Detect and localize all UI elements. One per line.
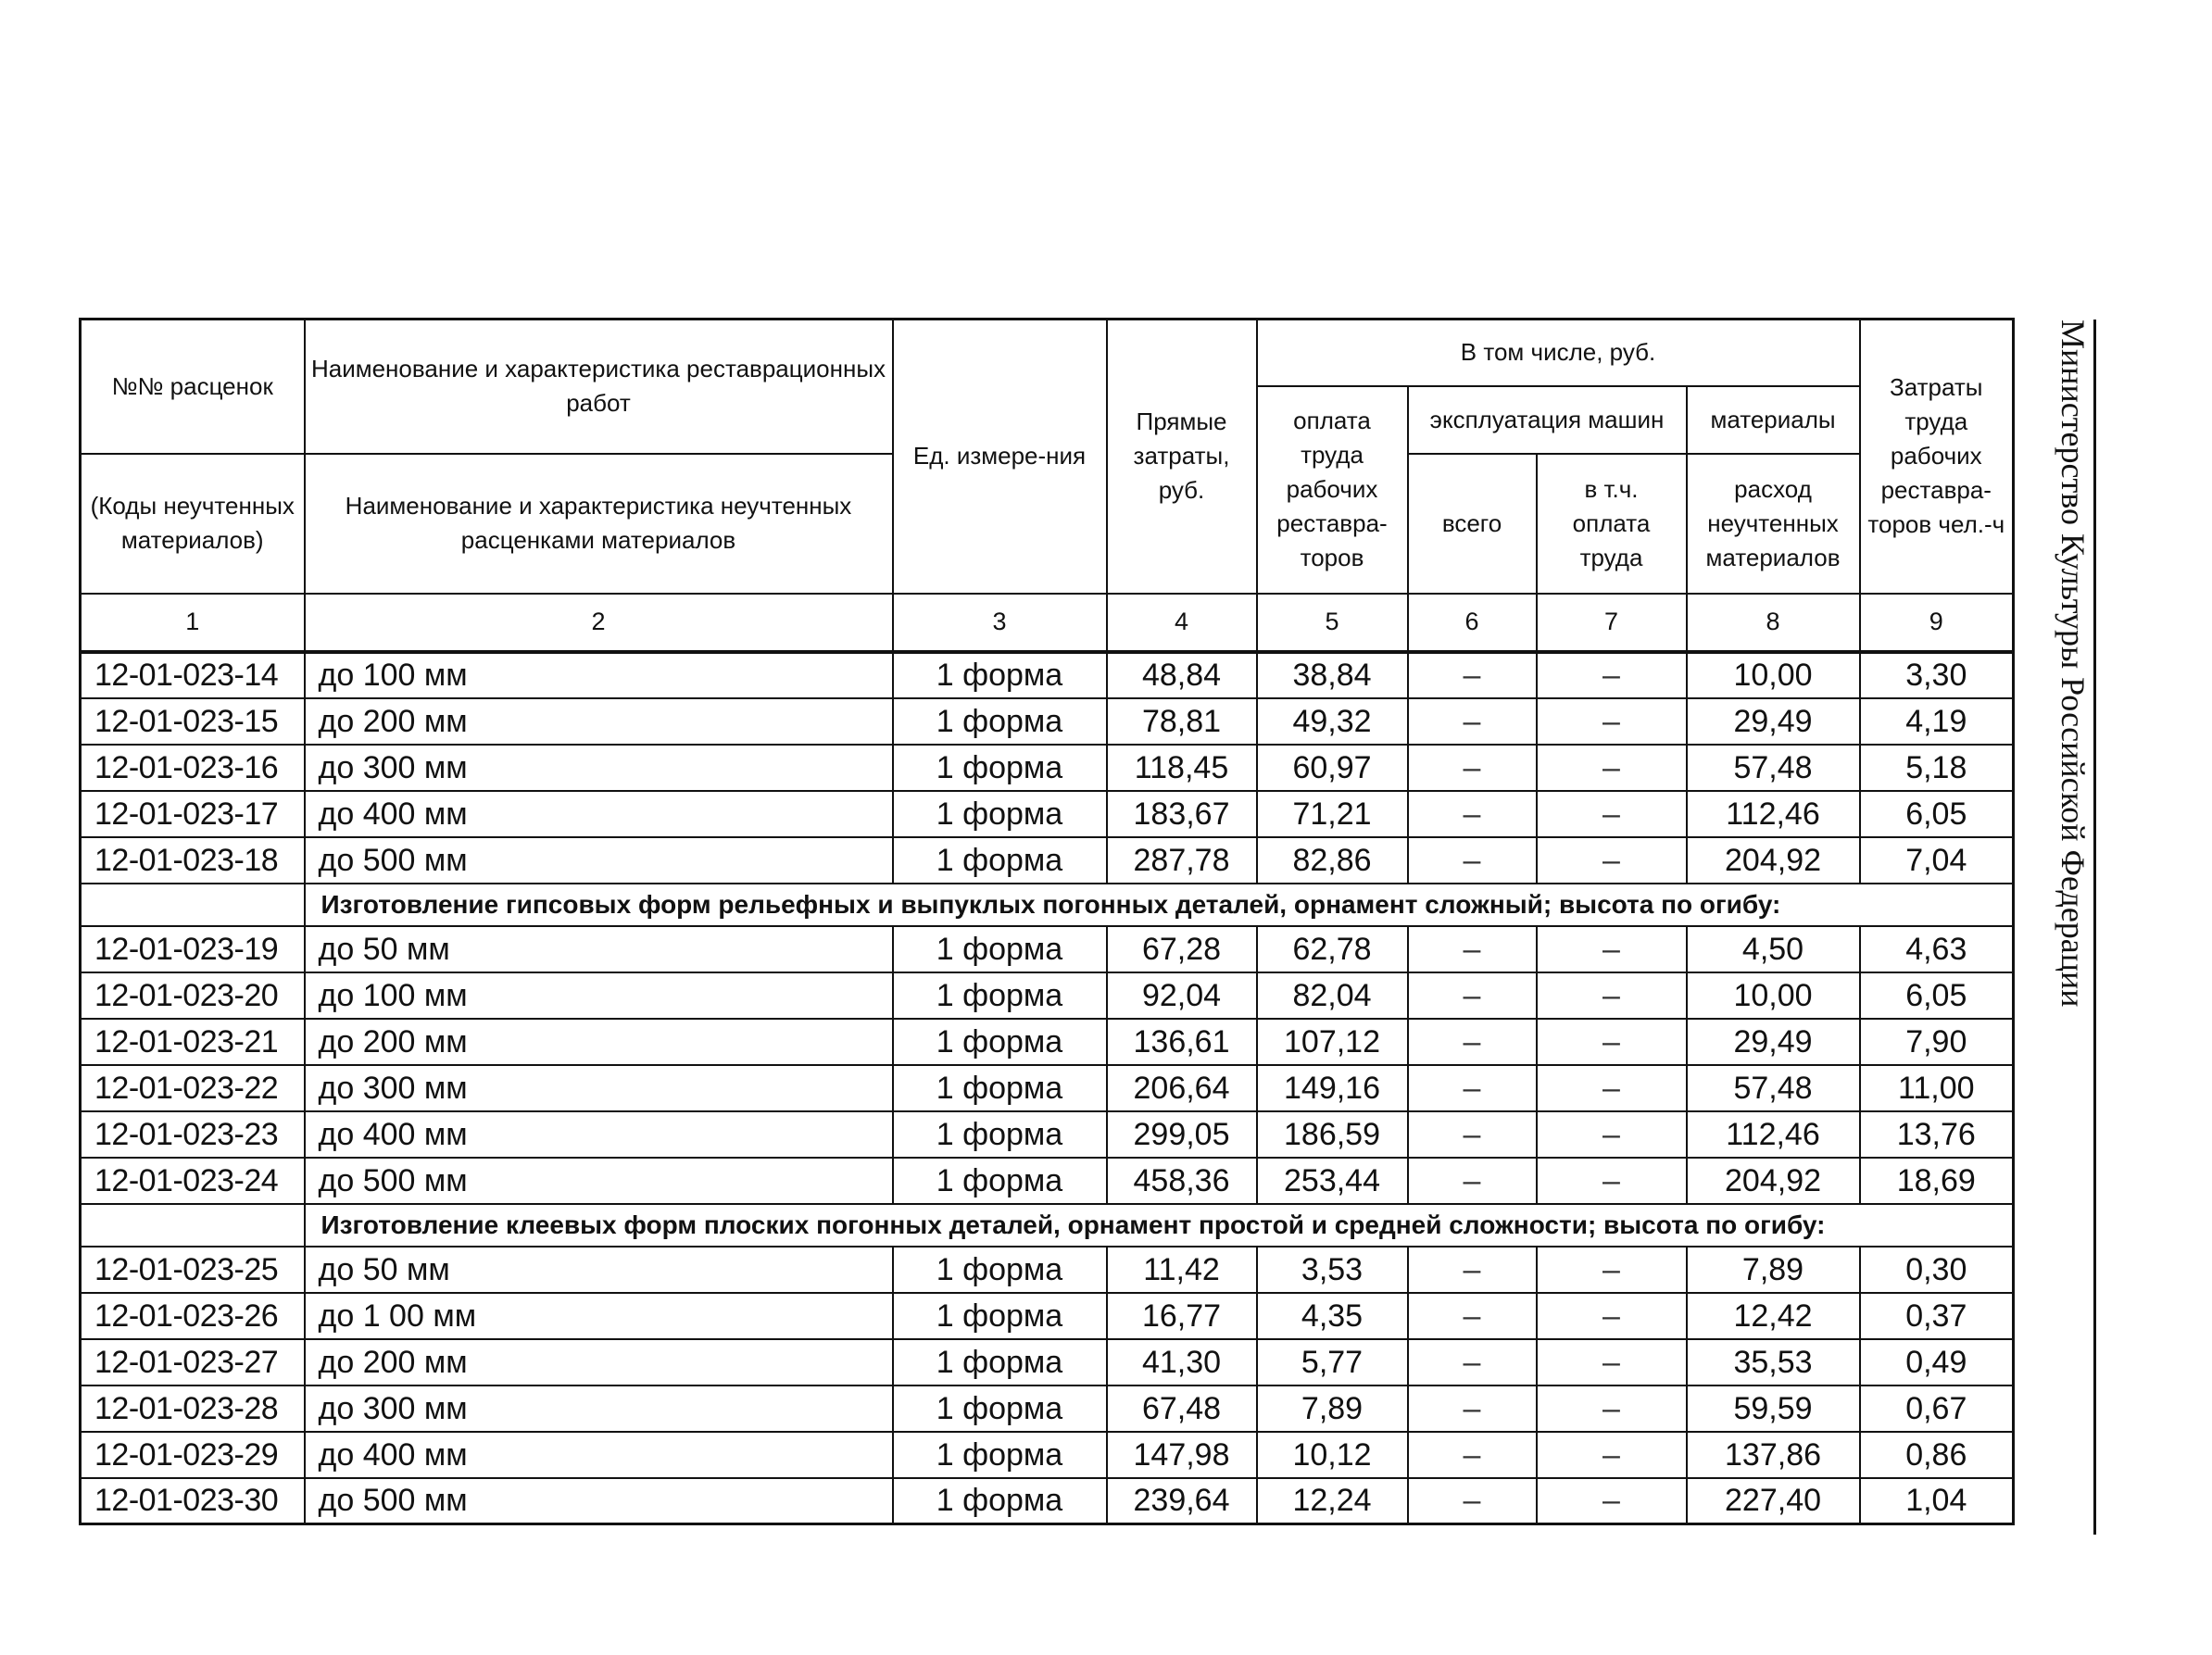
cell-materials: 29,49 xyxy=(1687,698,1860,745)
cell-machine-total: – xyxy=(1408,1019,1537,1065)
cell-materials: 227,40 xyxy=(1687,1478,1860,1524)
cell-machine-total: – xyxy=(1408,1432,1537,1478)
cell-labor-hours: 7,90 xyxy=(1860,1019,2014,1065)
cell-direct-costs: 239,64 xyxy=(1107,1478,1257,1524)
cell-direct-costs: 118,45 xyxy=(1107,745,1257,791)
cell-direct-costs: 287,78 xyxy=(1107,837,1257,884)
cell-unit: 1 форма xyxy=(893,1478,1107,1524)
cell-work-name: до 200 мм xyxy=(305,698,893,745)
cell-machine-labor: – xyxy=(1537,791,1687,837)
cell-machine-labor: – xyxy=(1537,972,1687,1019)
column-number: 6 xyxy=(1408,594,1537,652)
header-machine-total: всего xyxy=(1408,454,1537,594)
cell-machine-labor: – xyxy=(1537,1293,1687,1339)
cell-direct-costs: 16,77 xyxy=(1107,1293,1257,1339)
header-materials: материалы xyxy=(1687,386,1860,454)
cell-machine-labor: – xyxy=(1537,1019,1687,1065)
header-labor-hours: Затраты труда рабочих реставра-торов чел.-ч xyxy=(1860,320,2014,594)
cell-labor-pay: 107,12 xyxy=(1257,1019,1408,1065)
cell-rate-code: 12-01-023-27 xyxy=(81,1339,305,1385)
cell-unit: 1 форма xyxy=(893,1385,1107,1432)
table-row xyxy=(81,1478,2014,1524)
cell-materials: 204,92 xyxy=(1687,1158,1860,1204)
cell-materials: 57,48 xyxy=(1687,1065,1860,1111)
cell-direct-costs: 48,84 xyxy=(1107,652,1257,698)
section-row xyxy=(81,1204,2014,1247)
section-title: Изготовление гипсовых форм рельефных и выпуклых погонных деталей, орнамент сложный; высота по огибу: xyxy=(305,884,2014,926)
cell-rate-code: 12-01-023-25 xyxy=(81,1247,305,1293)
table-row xyxy=(81,745,2014,791)
cell-work-name: до 300 мм xyxy=(305,745,893,791)
cell-machine-total: – xyxy=(1408,698,1537,745)
section-row xyxy=(81,884,2014,926)
table-row xyxy=(81,652,2014,698)
cell-work-name: до 500 мм xyxy=(305,1478,893,1524)
cell-machine-total: – xyxy=(1408,1065,1537,1111)
cell-materials: 12,42 xyxy=(1687,1293,1860,1339)
table-body xyxy=(81,652,2014,1524)
cell-direct-costs: 92,04 xyxy=(1107,972,1257,1019)
cell-rate-code: 12-01-023-28 xyxy=(81,1385,305,1432)
cell-machine-labor: – xyxy=(1537,1432,1687,1478)
cell-labor-hours: 0,49 xyxy=(1860,1339,2014,1385)
cell-materials: 7,89 xyxy=(1687,1247,1860,1293)
table-row xyxy=(81,1247,2014,1293)
cell-direct-costs: 11,42 xyxy=(1107,1247,1257,1293)
cell-labor-pay: 49,32 xyxy=(1257,698,1408,745)
cell-labor-hours: 6,05 xyxy=(1860,791,2014,837)
cell-unit: 1 форма xyxy=(893,745,1107,791)
cell-unit: 1 форма xyxy=(893,1432,1107,1478)
column-number: 9 xyxy=(1860,594,2014,652)
cell-materials: 204,92 xyxy=(1687,837,1860,884)
column-number: 7 xyxy=(1537,594,1687,652)
cell-rate-code: 12-01-023-21 xyxy=(81,1019,305,1065)
cell-machine-labor: – xyxy=(1537,698,1687,745)
cell-labor-hours: 0,67 xyxy=(1860,1385,2014,1432)
cell-labor-hours: 4,63 xyxy=(1860,926,2014,972)
table-row xyxy=(81,1432,2014,1478)
column-number: 1 xyxy=(81,594,305,652)
header-labor-pay: оплата труда рабочих реставра-торов xyxy=(1257,386,1408,594)
cell-machine-total: – xyxy=(1408,745,1537,791)
cell-materials: 4,50 xyxy=(1687,926,1860,972)
cell-labor-pay: 5,77 xyxy=(1257,1339,1408,1385)
cell-machine-total: – xyxy=(1408,1158,1537,1204)
cell-labor-hours: 7,04 xyxy=(1860,837,2014,884)
cell-labor-pay: 149,16 xyxy=(1257,1065,1408,1111)
cell-unit: 1 форма xyxy=(893,652,1107,698)
cell-labor-hours: 0,30 xyxy=(1860,1247,2014,1293)
column-number: 3 xyxy=(893,594,1107,652)
cell-unit: 1 форма xyxy=(893,1158,1107,1204)
cell-work-name: до 100 мм xyxy=(305,652,893,698)
table-row xyxy=(81,1293,2014,1339)
cell-direct-costs: 206,64 xyxy=(1107,1065,1257,1111)
header-unit: Ед. измере-ния xyxy=(893,320,1107,594)
column-number: 8 xyxy=(1687,594,1860,652)
cell-machine-labor: – xyxy=(1537,1065,1687,1111)
header-machine-operation: эксплуатация машин xyxy=(1408,386,1687,454)
cell-unit: 1 форма xyxy=(893,926,1107,972)
cell-rate-code: 12-01-023-26 xyxy=(81,1293,305,1339)
cell-machine-labor: – xyxy=(1537,1158,1687,1204)
cell-direct-costs: 78,81 xyxy=(1107,698,1257,745)
cell-labor-pay: 3,53 xyxy=(1257,1247,1408,1293)
cell-rate-code: 12-01-023-18 xyxy=(81,837,305,884)
header-machine-labor: в т.ч. оплата труда xyxy=(1537,454,1687,594)
cell-unit: 1 форма xyxy=(893,1247,1107,1293)
table-row xyxy=(81,972,2014,1019)
cell-machine-labor: – xyxy=(1537,745,1687,791)
cell-machine-labor: – xyxy=(1537,1478,1687,1524)
table-row xyxy=(81,1385,2014,1432)
cell-labor-pay: 62,78 xyxy=(1257,926,1408,972)
cell-machine-total: – xyxy=(1408,1247,1537,1293)
cell-machine-total: – xyxy=(1408,1385,1537,1432)
cell-rate-code: 12-01-023-15 xyxy=(81,698,305,745)
cell-machine-labor: – xyxy=(1537,1111,1687,1158)
cell-work-name: до 500 мм xyxy=(305,837,893,884)
cell-work-name: до 300 мм xyxy=(305,1065,893,1111)
cell-labor-pay: 82,86 xyxy=(1257,837,1408,884)
cell-work-name: до 100 мм xyxy=(305,972,893,1019)
header-work-name: Наименование и характеристика реставрационных работ xyxy=(305,320,893,454)
cell-labor-hours: 0,86 xyxy=(1860,1432,2014,1478)
cell-labor-pay: 12,24 xyxy=(1257,1478,1408,1524)
cell-work-name: до 300 мм xyxy=(305,1385,893,1432)
cell-rate-code: 12-01-023-17 xyxy=(81,791,305,837)
cell-machine-total: – xyxy=(1408,837,1537,884)
cell-labor-pay: 4,35 xyxy=(1257,1293,1408,1339)
cell-direct-costs: 136,61 xyxy=(1107,1019,1257,1065)
cell-unit: 1 форма xyxy=(893,837,1107,884)
cell-unit: 1 форма xyxy=(893,1339,1107,1385)
table-row xyxy=(81,1158,2014,1204)
header-material-names: Наименование и характеристика неучтенных расценками материалов xyxy=(305,454,893,594)
cell-materials: 10,00 xyxy=(1687,652,1860,698)
table-row xyxy=(81,791,2014,837)
cell-labor-hours: 13,76 xyxy=(1860,1111,2014,1158)
cell-labor-pay: 10,12 xyxy=(1257,1432,1408,1478)
cell-labor-hours: 3,30 xyxy=(1860,652,2014,698)
cell-direct-costs: 299,05 xyxy=(1107,1111,1257,1158)
table-row xyxy=(81,837,2014,884)
rates-table xyxy=(79,318,2015,1525)
section-code-cell xyxy=(81,884,305,926)
header-direct-costs: Прямые затраты, руб. xyxy=(1107,320,1257,594)
cell-labor-pay: 7,89 xyxy=(1257,1385,1408,1432)
cell-labor-hours: 0,37 xyxy=(1860,1293,2014,1339)
cell-work-name: до 50 мм xyxy=(305,926,893,972)
column-number: 5 xyxy=(1257,594,1408,652)
cell-rate-code: 12-01-023-22 xyxy=(81,1065,305,1111)
cell-rate-code: 12-01-023-16 xyxy=(81,745,305,791)
cell-labor-hours: 18,69 xyxy=(1860,1158,2014,1204)
cell-unit: 1 форма xyxy=(893,1111,1107,1158)
cell-rate-code: 12-01-023-23 xyxy=(81,1111,305,1158)
cell-labor-hours: 6,05 xyxy=(1860,972,2014,1019)
cell-machine-labor: – xyxy=(1537,926,1687,972)
cell-unit: 1 форма xyxy=(893,972,1107,1019)
cell-labor-pay: 82,04 xyxy=(1257,972,1408,1019)
header-unaccounted-materials: расход неучтенных материалов xyxy=(1687,454,1860,594)
cell-labor-hours: 4,19 xyxy=(1860,698,2014,745)
cell-unit: 1 форма xyxy=(893,1019,1107,1065)
cell-machine-total: – xyxy=(1408,1339,1537,1385)
cell-unit: 1 форма xyxy=(893,791,1107,837)
cell-direct-costs: 41,30 xyxy=(1107,1339,1257,1385)
cell-unit: 1 форма xyxy=(893,1293,1107,1339)
ministry-name: Министерство Культуры Российской Федерации xyxy=(2055,320,2092,1008)
cell-work-name: до 400 мм xyxy=(305,791,893,837)
cell-direct-costs: 67,28 xyxy=(1107,926,1257,972)
column-number: 2 xyxy=(305,594,893,652)
cell-machine-labor: – xyxy=(1537,1339,1687,1385)
cell-labor-hours: 5,18 xyxy=(1860,745,2014,791)
cell-labor-pay: 71,21 xyxy=(1257,791,1408,837)
cell-machine-labor: – xyxy=(1537,652,1687,698)
cell-work-name: до 400 мм xyxy=(305,1111,893,1158)
cell-materials: 59,59 xyxy=(1687,1385,1860,1432)
cell-labor-hours: 11,00 xyxy=(1860,1065,2014,1111)
cell-machine-total: – xyxy=(1408,1478,1537,1524)
cell-direct-costs: 67,48 xyxy=(1107,1385,1257,1432)
cell-materials: 57,48 xyxy=(1687,745,1860,791)
cell-materials: 112,46 xyxy=(1687,791,1860,837)
column-number: 4 xyxy=(1107,594,1257,652)
cell-labor-pay: 186,59 xyxy=(1257,1111,1408,1158)
cell-direct-costs: 458,36 xyxy=(1107,1158,1257,1204)
section-code-cell xyxy=(81,1204,305,1247)
cell-machine-total: – xyxy=(1408,1293,1537,1339)
cell-machine-total: – xyxy=(1408,926,1537,972)
ministry-side-title xyxy=(2045,320,2096,1535)
cell-rate-code: 12-01-023-24 xyxy=(81,1158,305,1204)
cell-work-name: до 50 мм xyxy=(305,1247,893,1293)
cell-direct-costs: 147,98 xyxy=(1107,1432,1257,1478)
cell-machine-labor: – xyxy=(1537,837,1687,884)
cell-labor-pay: 60,97 xyxy=(1257,745,1408,791)
table-row xyxy=(81,1339,2014,1385)
cell-machine-total: – xyxy=(1408,1111,1537,1158)
cell-machine-total: – xyxy=(1408,791,1537,837)
cell-machine-labor: – xyxy=(1537,1385,1687,1432)
cell-work-name: до 200 мм xyxy=(305,1339,893,1385)
table-row xyxy=(81,1065,2014,1111)
cell-machine-labor: – xyxy=(1537,1247,1687,1293)
cell-labor-pay: 38,84 xyxy=(1257,652,1408,698)
table-row xyxy=(81,926,2014,972)
cell-materials: 10,00 xyxy=(1687,972,1860,1019)
cell-unit: 1 форма xyxy=(893,1065,1107,1111)
cell-work-name: до 200 мм xyxy=(305,1019,893,1065)
cell-machine-total: – xyxy=(1408,972,1537,1019)
section-title: Изготовление клеевых форм плоских погонных деталей, орнамент простой и средней сложности; высота по огибу: xyxy=(305,1204,2014,1247)
cell-labor-pay: 253,44 xyxy=(1257,1158,1408,1204)
header-including: В том числе, руб. xyxy=(1257,320,1860,386)
cell-materials: 137,86 xyxy=(1687,1432,1860,1478)
cell-rate-code: 12-01-023-14 xyxy=(81,652,305,698)
cell-unit: 1 форма xyxy=(893,698,1107,745)
cell-labor-hours: 1,04 xyxy=(1860,1478,2014,1524)
cell-machine-total: – xyxy=(1408,652,1537,698)
table-header xyxy=(81,320,2014,652)
cell-rate-code: 12-01-023-29 xyxy=(81,1432,305,1478)
cell-rate-code: 12-01-023-19 xyxy=(81,926,305,972)
table-row xyxy=(81,1111,2014,1158)
cell-direct-costs: 183,67 xyxy=(1107,791,1257,837)
cell-work-name: до 1 00 мм xyxy=(305,1293,893,1339)
header-rate-number: №№ расценок xyxy=(81,320,305,454)
cell-materials: 35,53 xyxy=(1687,1339,1860,1385)
cell-work-name: до 400 мм xyxy=(305,1432,893,1478)
cell-work-name: до 500 мм xyxy=(305,1158,893,1204)
table-row xyxy=(81,698,2014,745)
cell-rate-code: 12-01-023-30 xyxy=(81,1478,305,1524)
table-row xyxy=(81,1019,2014,1065)
cell-materials: 112,46 xyxy=(1687,1111,1860,1158)
cell-materials: 29,49 xyxy=(1687,1019,1860,1065)
header-material-codes: (Коды неучтенных материалов) xyxy=(81,454,305,594)
cell-rate-code: 12-01-023-20 xyxy=(81,972,305,1019)
